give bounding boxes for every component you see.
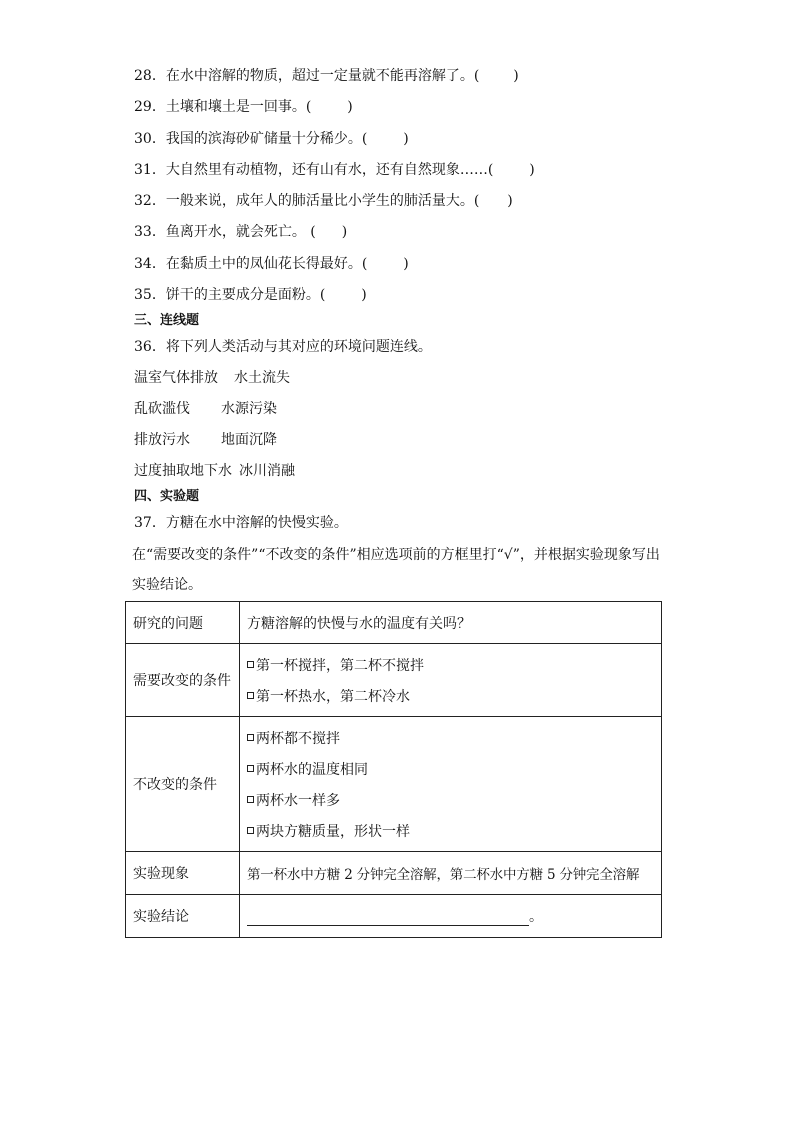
row-label: 需要改变的条件: [126, 644, 240, 717]
question-number: 29．: [134, 99, 166, 115]
option-label: 两块方糖质量，形状一样: [256, 823, 410, 840]
table-row: [126, 852, 662, 895]
match-right-item[interactable]: 冰川消融: [239, 463, 295, 479]
option-item[interactable]: [247, 815, 654, 846]
question-text: 我国的滨海砂矿储量十分稀少。(: [165, 131, 368, 147]
question-32: 32．一般来说，成年人的肺活量比小学生的肺活量大。( ): [134, 193, 513, 209]
match-pair: [134, 461, 295, 481]
phenomenon-text: 第一杯水中方糖 2 分钟完全溶解，第二杯水中方糖 5 分钟完全溶解: [240, 852, 662, 895]
row-label: 实验现象: [126, 852, 240, 895]
experiment-table: [125, 601, 662, 938]
table-row: [126, 717, 662, 852]
question-34: 34．在黏质土中的凤仙花长得最好。( ): [134, 256, 409, 272]
question-37: 37．方糖在水中溶解的快慢实验。: [134, 515, 348, 531]
question-35: 35．饼干的主要成分是面粉。( ): [134, 287, 367, 303]
match-right-item[interactable]: 水源污染: [221, 401, 277, 417]
table-row: [126, 602, 662, 644]
match-pair: [134, 399, 277, 419]
question-number: 32．: [134, 193, 166, 209]
option-label: 第一杯热水，第二杯冷水: [256, 688, 410, 705]
option-item[interactable]: [247, 753, 654, 784]
match-left-item[interactable]: 过度抽取地下水: [134, 463, 232, 479]
match-right-item[interactable]: 水土流失: [234, 370, 290, 386]
match-right-item[interactable]: 地面沉降: [221, 432, 277, 448]
conclusion-cell: [240, 895, 662, 938]
question-text: 大自然里有动植物，还有山有水，还有自然现象……(: [165, 162, 494, 178]
checkbox[interactable]: [247, 765, 254, 772]
research-question: 方糖溶解的快慢与水的温度有关吗？: [240, 602, 662, 644]
table-row: [126, 895, 662, 938]
question-30: 30．我国的滨海砂矿储量十分稀少。( ): [134, 131, 409, 147]
question-29: 29．土壤和壤土是一回事。( ): [134, 99, 353, 115]
keep-options-cell: [240, 717, 662, 852]
table-row: [126, 644, 662, 717]
checkbox[interactable]: [247, 661, 254, 668]
question-text: 土壤和壤土是一回事。(: [165, 99, 312, 115]
question-31: 31．大自然里有动植物，还有山有水，还有自然现象……( ): [134, 162, 535, 178]
option-label: 两杯水的温度相同: [256, 761, 368, 778]
match-left-item[interactable]: 温室气体排放: [134, 370, 218, 386]
checkbox[interactable]: [247, 796, 254, 803]
question-number: 35．: [134, 287, 166, 303]
section-heading-matching: 三、连线题: [134, 313, 200, 328]
option-label: 第一杯搅拌，第二杯不搅拌: [256, 657, 424, 674]
question-text: 饼干的主要成分是面粉。(: [165, 287, 326, 303]
checkbox[interactable]: [247, 692, 254, 699]
option-item[interactable]: [247, 784, 654, 815]
match-pair: [134, 368, 290, 388]
conclusion-period: 。: [529, 909, 543, 925]
question-number: 34．: [134, 256, 166, 272]
change-options-cell: [240, 644, 662, 717]
match-left-item[interactable]: 排放污水: [134, 432, 190, 448]
question-33: 33．鱼离开水，就会死亡。 ( ): [134, 224, 348, 240]
question-text: 在黏质土中的凤仙花长得最好。(: [165, 256, 368, 272]
option-item[interactable]: [247, 722, 654, 753]
conclusion-blank[interactable]: [247, 907, 529, 926]
question-text: 一般来说，成年人的肺活量比小学生的肺活量大。(: [165, 193, 480, 209]
option-item[interactable]: [247, 680, 654, 711]
question-number: 30．: [134, 131, 166, 147]
section-heading-experiment: 四、实验题: [134, 489, 200, 504]
match-left-item[interactable]: 乱砍滥伐: [134, 401, 190, 417]
row-label: 研究的问题: [126, 602, 240, 644]
question-number: 28．: [134, 68, 166, 84]
question-text: 鱼离开水，就会死亡。 (: [165, 224, 316, 240]
checkbox[interactable]: [247, 827, 254, 834]
option-label: 两杯水一样多: [256, 792, 340, 809]
row-label: 不改变的条件: [126, 717, 240, 852]
row-label: 实验结论: [126, 895, 240, 938]
question-text: 在水中溶解的物质，超过一定量就不能再溶解了。(: [165, 68, 480, 84]
option-item[interactable]: [247, 649, 654, 680]
question-28: 28．在水中溶解的物质，超过一定量就不能再溶解了。( ): [134, 68, 519, 84]
option-label: 两杯都不搅拌: [256, 730, 340, 747]
checkbox[interactable]: [247, 734, 254, 741]
instruction-line: 在“需要改变的条件”“不改变的条件”相应选项前的方框里打“√”，并根据实验现象写出: [132, 547, 660, 563]
instruction-line: 实验结论。: [132, 577, 202, 593]
match-pair: [134, 430, 277, 450]
question-number: 31．: [134, 162, 166, 178]
question-36: 36．将下列人类活动与其对应的环境问题连线。: [134, 339, 432, 355]
question-number: 33．: [134, 224, 166, 240]
